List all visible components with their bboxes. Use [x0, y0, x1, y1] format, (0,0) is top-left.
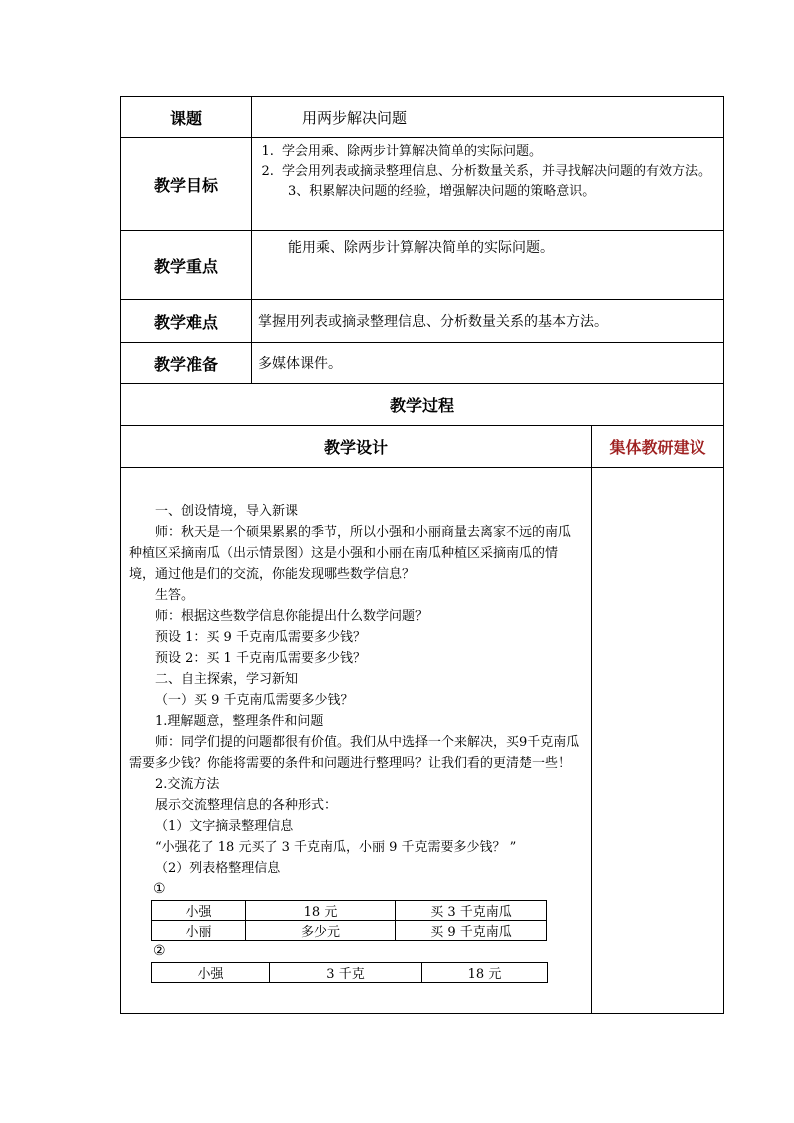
process-row: [121, 384, 724, 426]
goal-row: [121, 138, 724, 231]
content-row: [121, 468, 724, 1014]
topic-value: 用两步解决问题: [252, 97, 724, 138]
goal-item: 1. 学会用乘、除两步计算解决简单的实际问题。: [278, 142, 717, 162]
info-table-row: [152, 920, 547, 940]
circle-marker-2: ②: [153, 942, 166, 959]
content-line: 生答。: [155, 587, 195, 603]
info-table-row: [152, 900, 547, 920]
key-row: [121, 231, 724, 300]
content-line: 一、创设情境，导入新课: [155, 503, 299, 519]
prep-row: [121, 343, 724, 384]
goal-cell: [252, 138, 724, 231]
goal-list: [252, 142, 723, 182]
info-table-row: [152, 962, 548, 982]
goal-item: 2. 学会用列表或摘录整理信息、分析数量关系，并寻找解决问题的有效方法。: [278, 162, 717, 182]
table-cell: 小强: [152, 900, 246, 920]
content-line: 1.理解题意，整理条件和问题: [155, 713, 324, 729]
topic-row: [121, 97, 724, 138]
lesson-plan-table: [120, 96, 724, 1014]
content-line: 二、自主探索，学习新知: [155, 671, 299, 687]
content-line: 预设 2：买 1 千克南瓜需要多少钱？: [155, 650, 366, 666]
process-heading: 教学过程: [121, 384, 724, 426]
prep-value: 多媒体课件。: [252, 343, 724, 384]
table-cell: 18 元: [422, 962, 548, 982]
content-line: 展示交流整理信息的各种形式：: [155, 797, 338, 813]
topic-label: 课题: [121, 97, 252, 138]
info-table-2: [151, 962, 548, 983]
info-table-1: [151, 900, 547, 941]
table-cell: 多少元: [246, 920, 396, 940]
goal-item-3: 3、积累解决问题的经验，增强解决问题的策略意识。: [288, 184, 596, 199]
design-content-cell: [121, 468, 592, 1014]
suggestion-heading: 集体教研建议: [592, 426, 724, 468]
table-cell: 小强: [152, 962, 270, 982]
goal-label: 教学目标: [121, 138, 252, 231]
content-line: 师：同学们提的问题都很有价值。我们从中选择一个来解决，买9千克南瓜需要多少钱？你能将需要的条件和问题进行整理吗？让我们看的更清楚一些！: [129, 734, 580, 771]
content-line: （2）列表格整理信息: [155, 860, 281, 876]
difficulty-value: 掌握用列表或摘录整理信息、分析数量关系的基本方法。: [252, 300, 724, 343]
key-label: 教学重点: [121, 231, 252, 300]
circle-marker-1: ①: [153, 880, 166, 897]
suggestion-content-cell: [592, 468, 724, 1014]
table-cell: 买 3 千克南瓜: [396, 900, 547, 920]
design-content: [121, 499, 591, 879]
content-line: （1）文字摘录整理信息: [155, 818, 294, 834]
table-cell: 小丽: [152, 920, 246, 940]
content-line: 师：秋天是一个硕果累累的季节，所以小强和小丽商量去离家不远的南瓜种植区采摘南瓜（出示情景图）这是小强和小丽在南瓜种植区采摘南瓜的情境，通过他是们的交流，你能发现哪些数学信息？: [129, 524, 572, 582]
content-line: 预设 1：买 9 千克南瓜需要多少钱？: [155, 629, 366, 645]
content-line: “小强花了 18 元买了 3 千克南瓜，小丽 9 千克需要多少钱？ ”: [155, 839, 517, 855]
design-heading: 教学设计: [121, 426, 592, 468]
table-cell: 3 千克: [270, 962, 422, 982]
difficulty-row: [121, 300, 724, 343]
prep-label: 教学准备: [121, 343, 252, 384]
content-line: 2.交流方法: [155, 776, 220, 792]
design-header-row: [121, 426, 724, 468]
difficulty-label: 教学难点: [121, 300, 252, 343]
table-cell: 买 9 千克南瓜: [396, 920, 547, 940]
table-cell: 18 元: [246, 900, 396, 920]
content-line: （一）买 9 千克南瓜需要多少钱？: [155, 692, 354, 708]
content-line: 师：根据这些数学信息你能提出什么数学问题？: [155, 608, 429, 624]
key-value: 能用乘、除两步计算解决简单的实际问题。: [252, 231, 724, 300]
